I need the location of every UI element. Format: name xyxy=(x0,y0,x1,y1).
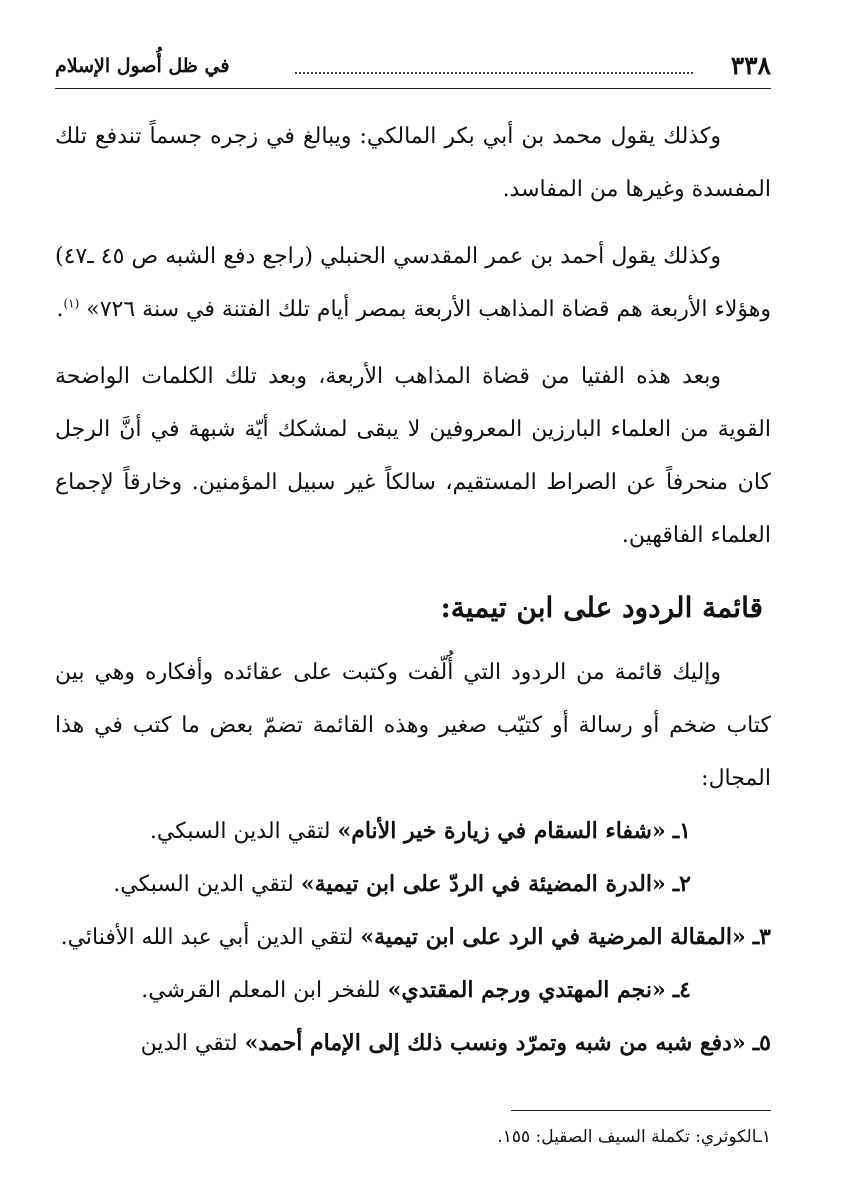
body-text xyxy=(55,110,771,562)
list-item xyxy=(55,858,771,911)
footnote-rule xyxy=(511,1110,771,1111)
paragraph-1: وكذلك يقول محمد بن أبي بكر المالكي: ويبالغ في زجره جسماً تندفع تلك المفسدة وغيرها من المفاسد. xyxy=(55,124,771,202)
section-intro: وإليك قائمة من الردود التي أُلّفت وكتبت على عقائده وأفكاره وهي بين كتاب ضخم أو رسالة أو كتيّب صغير وهذه القائمة تضمّ بعض ما كتب في هذا المجال: xyxy=(55,660,771,791)
item-title: «شفاء السقام في زيارة خير الأنام» xyxy=(337,818,666,844)
item-number: ٢ـ xyxy=(672,871,691,897)
paragraph-2-text: وكذلك يقول أحمد بن عمر المقدسي الحنبلي (راجع دفع الشبه ص ٤٥ ـ٤٧) وهؤلاء الأربعة هم قضاة المذاهب الأربعة بمصر أيام تلك الفتنة في سنة ٧٢٦» xyxy=(55,244,771,322)
paragraph-3: وبعد هذه الفتيا من قضاة المذاهب الأربعة، وبعد تلك الكلمات الواضحة القوية من العلماء البارزين المعروفين لا يبقى لمشكك أيّة شبهة في أنَّ الرجل كان منحرفاً عن الصراط المستقيم، سالكاً غير سبيل المؤمنين. وخارقاً لإجماع العلماء الفاقهين. xyxy=(55,364,771,548)
item-number: ٥ـ xyxy=(752,1030,771,1056)
item-author: لتقي الدين أبي عبد الله الأفنائي. xyxy=(60,925,354,950)
refutations-list xyxy=(55,805,771,1070)
running-title: في ظل أُصول الإسلام xyxy=(55,55,230,77)
item-title: «المقالة المرضية في الرد على ابن تيمية» xyxy=(360,924,746,950)
list-item xyxy=(55,805,771,858)
header-rule xyxy=(55,88,771,89)
item-number: ٤ـ xyxy=(672,977,691,1003)
item-number: ٣ـ xyxy=(752,924,771,950)
footnote-marker: (١) xyxy=(63,296,80,311)
refutations-section xyxy=(55,646,771,1070)
footnote: ١ـالكوثري: تكملة السيف الصقيل: ١٥٥. xyxy=(497,1127,771,1147)
list-item xyxy=(55,964,771,1017)
page-number: ٣٣٨ xyxy=(730,51,771,80)
header-dotted-leader xyxy=(295,72,693,74)
page-header xyxy=(55,48,771,84)
paragraph-2 xyxy=(55,230,771,336)
item-number: ١ـ xyxy=(672,818,691,844)
item-title: «دفع شبه من شبه وتمرّد ونسب ذلك إلى الإمام أحمد» xyxy=(244,1030,746,1056)
item-author: لتقي الدين السبكي. xyxy=(149,819,331,844)
item-author: لتقي الدين xyxy=(140,1031,238,1056)
list-item xyxy=(55,911,771,964)
section-heading: قائمة الردود على ابن تيمية: xyxy=(440,591,763,624)
item-title: «الدرة المضيئة في الردّ على ابن تيمية» xyxy=(300,871,666,897)
paragraph-2-end: . xyxy=(56,297,64,322)
list-item xyxy=(55,1017,771,1070)
item-author: للفخر ابن المعلم القرشي. xyxy=(141,978,381,1003)
item-title: «نجم المهتدي ورجم المقتدي» xyxy=(387,977,666,1003)
item-author: لتقي الدين السبكي. xyxy=(113,872,294,897)
